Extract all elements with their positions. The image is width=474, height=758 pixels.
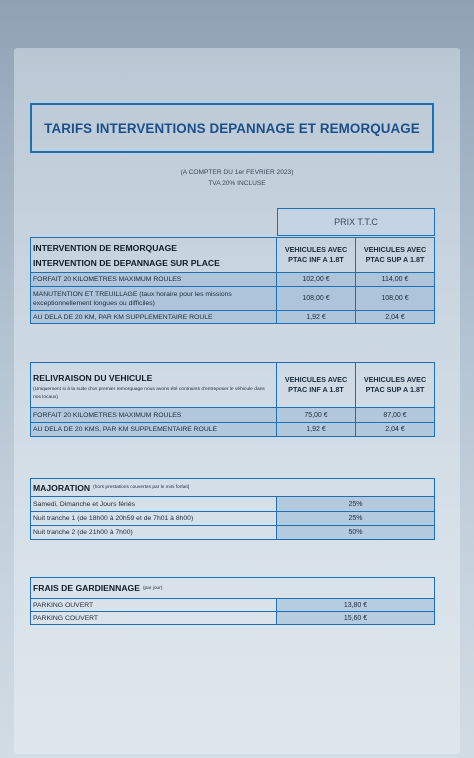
relivraison-note: (Uniquement si à la suite d'un premier remorquage nous avons été contraints d'entreposer le véhicule dans nos locaux) xyxy=(33,387,265,400)
row-value: 15,60 € xyxy=(276,612,434,624)
date-subtitle: (A COMPTER DU 1er FEVRIER 2023) xyxy=(180,169,294,176)
table-row xyxy=(31,310,434,323)
gardiennage-heading: FRAIS DE GARDIENNAGE xyxy=(33,583,140,593)
prix-ttc-label: PRIX T.T.C xyxy=(334,217,378,227)
row-label: Nuit tranche 2 (de 21h00 à 7h00) xyxy=(33,529,133,536)
row-label: FORFAIT 20 KILOMETRES MAXIMUM ROULES xyxy=(33,411,182,419)
prix-ttc-header xyxy=(277,208,435,236)
remorquage-heading: INTERVENTION DE REMORQUAGE xyxy=(33,243,178,253)
row-label: Nuit tranche 1 (de 18h00 à 20h59 et de 7h01 à 8h00) xyxy=(33,515,194,522)
row-label: PARKING COUVERT xyxy=(33,614,99,622)
gardiennage-note: (par jour) xyxy=(142,585,163,591)
majoration-heading: MAJORATION xyxy=(33,482,91,493)
majoration-header-row xyxy=(31,479,434,496)
col-inf-header: VEHICULES AVEC PTAC INF A 1.8T xyxy=(276,238,355,272)
row-value-sup: 114,00 € xyxy=(355,273,434,286)
row-label: AU DELA DE 20 KM, PAR KM SUPPLEMENTAIRE ROULE xyxy=(33,313,213,321)
row-value-sup: 2,04 € xyxy=(355,423,434,436)
row-label: AU DELA DE 20 KMS, PAR KM SUPPLEMENTAIRE ROULE xyxy=(33,426,218,433)
relivraison-heading: RELIVRAISON DU VEHICULE xyxy=(33,373,153,383)
table-row xyxy=(31,511,434,525)
depannage-heading: INTERVENTION DE DEPANNAGE SUR PLACE xyxy=(33,258,220,268)
relivraison-table xyxy=(30,362,435,437)
col-sup-header: VEHICULES AVEC PTAC SUP A 1.8T xyxy=(355,363,434,407)
table-row xyxy=(31,422,434,436)
row-value: 25% xyxy=(276,512,434,525)
row-value-inf: 102,00 € xyxy=(276,273,355,286)
table-row xyxy=(31,525,434,539)
remorquage-header-row xyxy=(31,238,434,272)
row-label: PARKING OUVERT xyxy=(33,601,94,609)
row-value-sup: 87,00 € xyxy=(355,408,434,422)
row-value-inf: 108,00 € xyxy=(276,287,355,310)
gardiennage-title xyxy=(33,578,162,598)
row-value: 50% xyxy=(276,526,434,539)
tva-note: TVA 20% INCLUSE xyxy=(208,180,266,187)
remorquage-table xyxy=(30,237,435,324)
row-value-sup: 2,04 € xyxy=(355,311,434,323)
table-row xyxy=(31,598,434,611)
row-value-inf: 1,92 € xyxy=(276,423,355,436)
page-title: TARIFS INTERVENTIONS DEPANNAGE ET REMORQUAGE xyxy=(44,120,420,136)
row-value-sup: 108,00 € xyxy=(355,287,434,310)
relivraison-header-row xyxy=(31,363,434,407)
row-label: Samedi, Dimanche et Jours fériés xyxy=(33,500,135,508)
majoration-title xyxy=(33,479,189,496)
table-row xyxy=(31,496,434,511)
majoration-table xyxy=(30,478,435,540)
col-sup-header: VEHICULES AVEC PTAC SUP A 1.8T xyxy=(355,238,434,272)
table-row xyxy=(31,611,434,624)
row-label: FORFAIT 20 KILOMETRES MAXIMUM ROULES xyxy=(33,276,182,283)
table-row xyxy=(31,272,434,286)
gardiennage-header-row xyxy=(31,578,434,598)
row-value-inf: 75,00 € xyxy=(276,408,355,422)
gardiennage-table xyxy=(30,577,435,625)
row-value: 13,80 € xyxy=(276,599,434,611)
title-box xyxy=(30,103,434,153)
col-inf-header: VEHICULES AVEC PTAC INF A 1.8T xyxy=(276,363,355,407)
row-value-inf: 1,92 € xyxy=(276,311,355,323)
table-row xyxy=(31,407,434,422)
row-value: 25% xyxy=(276,497,434,511)
majoration-note: (hors prestations couvertes par le mini forfait) xyxy=(93,485,190,490)
row-label: MANUTENTION ET TREUILLAGE (taux horaire pour les missions exceptionnellement longues ou difficiles) xyxy=(33,290,232,307)
table-row xyxy=(31,286,434,310)
